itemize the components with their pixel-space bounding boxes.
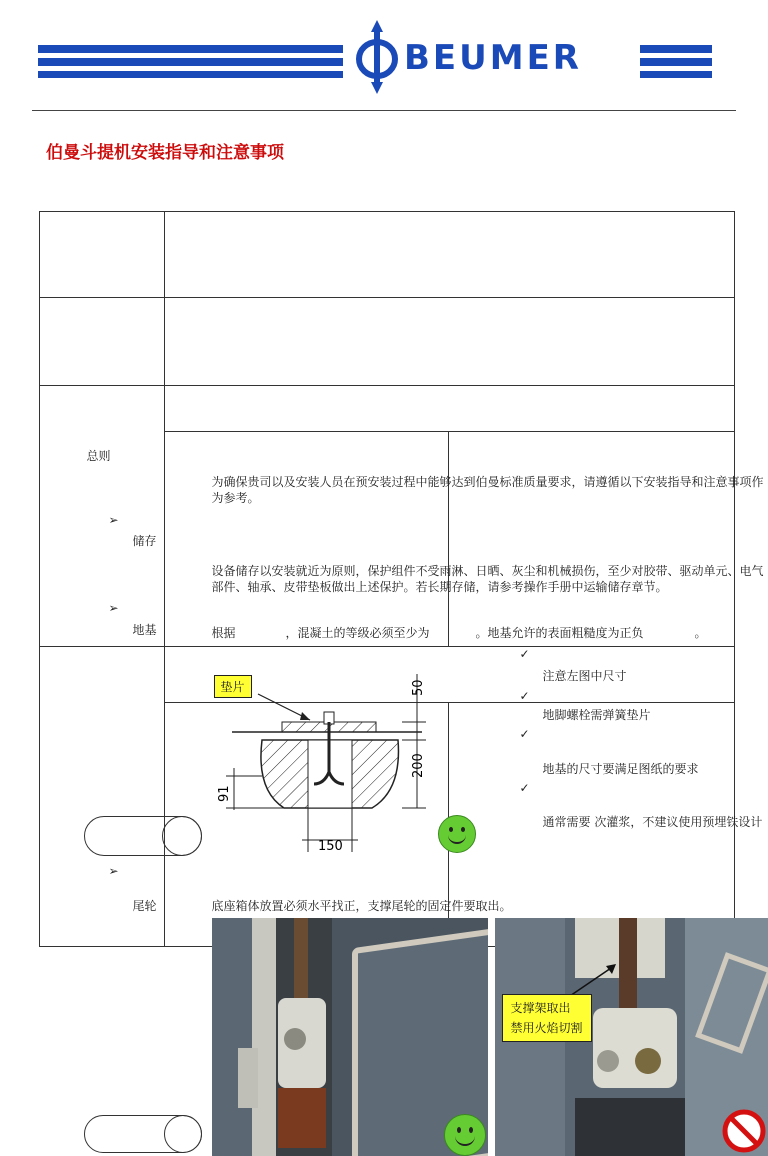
foundation-bullet: ➢ xyxy=(109,601,119,615)
logo-stripe xyxy=(38,71,343,78)
no-flame-cutting-icon xyxy=(722,1109,766,1153)
header-divider xyxy=(32,110,736,111)
dim-label-91: 91 xyxy=(217,785,232,802)
support-callout xyxy=(502,994,592,1042)
check-text: 注意左图中尺寸 xyxy=(543,668,627,685)
storage-text: 设备储存以安装就近为原则，保护组件不受雨淋、日晒、灰尘和机械损伤，至少对胶带、驱动单元、电气部件、轴承、皮带垫板做出上述保护。若长期存储，请参考操作手册中运输储存章节。 xyxy=(212,563,764,595)
check-mark-icon: ✓ xyxy=(520,646,530,663)
dim-label-200: 200 xyxy=(411,753,426,778)
general-text: 为确保贵司以及安装人员在预安装过程中能够达到伯曼标准质量要求，请遵循以下安装指导和注意事项作为参考。 xyxy=(212,474,764,506)
check-text: 地基的尺寸要满足图纸的要求 xyxy=(543,761,699,778)
support-callout-line2: 禁用火焰切割 xyxy=(511,1018,583,1038)
oval-end-circle xyxy=(162,816,202,856)
check-text: 地脚螺栓需弹簧垫片 xyxy=(543,707,651,724)
instruction-table xyxy=(39,211,735,947)
oval-end-circle xyxy=(164,1115,202,1153)
storage-bullet: ➢ xyxy=(109,513,119,527)
logo-text: BEUMER xyxy=(404,38,582,78)
foundation-checklist-cell xyxy=(449,432,735,647)
foundation-text-2: ，混凝土的等级必须至少为 xyxy=(286,625,430,641)
dim-label-150: 150 xyxy=(318,839,343,854)
foundation-text-cell xyxy=(165,386,735,432)
tail-text: 底座箱体放置必须水平找正，支撑尾轮的固定件要取出。 xyxy=(212,898,512,914)
foundation-label: 地基 xyxy=(133,622,157,638)
logo-stripe xyxy=(38,45,343,53)
tail-label-cell xyxy=(40,647,165,947)
support-callout-line1: 支撑架取出 xyxy=(511,998,583,1018)
check-text: 通常需要 次灌浆，不建议使用预埋铁设计 xyxy=(543,814,765,831)
storage-label: 储存 xyxy=(133,533,157,549)
beumer-phi-icon xyxy=(352,18,402,96)
logo-stripe xyxy=(38,58,343,66)
logo-stripe xyxy=(640,71,712,78)
logo-stripe xyxy=(640,45,712,53)
foundation-text-3: 。地基允许的表面粗糙度为正负 xyxy=(476,625,644,641)
check-mark-icon: ✓ xyxy=(520,726,530,743)
tail-label: 尾轮 xyxy=(133,898,157,914)
check-mark-icon: ✓ xyxy=(520,780,530,797)
storage-label-cell xyxy=(40,298,165,386)
foundation-text-1: 根据 xyxy=(212,625,236,641)
tail-bullet: ➢ xyxy=(109,864,119,878)
check-mark-icon: ✓ xyxy=(520,688,530,705)
logo-stripe xyxy=(640,58,712,66)
foundation-drawing-cell xyxy=(165,432,449,647)
tail-wheel-photo-left xyxy=(212,918,488,1156)
foundation-label-cell xyxy=(40,386,165,647)
general-text-cell xyxy=(165,212,735,298)
dim-label-50: 50 xyxy=(411,679,426,696)
shim-callout: 垫片 xyxy=(214,675,252,698)
approved-smiley-icon xyxy=(438,815,476,853)
foundation-text-4: 。 xyxy=(695,625,707,641)
storage-text-cell xyxy=(165,298,735,386)
general-label-cell xyxy=(40,212,165,298)
page-title: 伯曼斗提机安装指导和注意事项 xyxy=(46,138,284,163)
approved-smiley-icon xyxy=(444,1114,486,1156)
general-label: 总则 xyxy=(87,448,111,464)
